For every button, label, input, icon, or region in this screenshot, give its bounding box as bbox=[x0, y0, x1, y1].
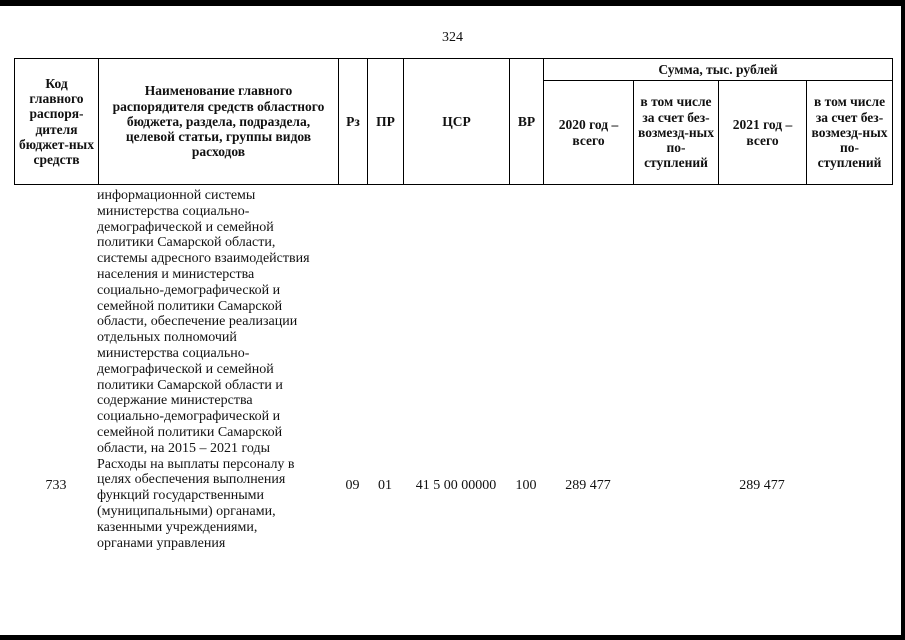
continuation-line: семейной политики Самарской bbox=[97, 424, 283, 440]
scan-border-top bbox=[0, 0, 905, 6]
scan-border-bottom bbox=[0, 635, 905, 640]
continuation-line: социально-демографической и bbox=[97, 282, 281, 298]
continuation-line: министерства социально- bbox=[97, 345, 250, 361]
row-name-line: (муниципальными) органами, bbox=[97, 503, 276, 519]
scan-border-right bbox=[901, 0, 905, 640]
row-name-line: органами управления bbox=[97, 535, 226, 551]
continuation-line: политики Самарской области и bbox=[97, 377, 283, 393]
row-name-line: целях обеспечения выполнения bbox=[97, 472, 286, 488]
continuation-line: министерства социально- bbox=[97, 203, 250, 219]
header-rz: Рз bbox=[339, 59, 368, 185]
continuation-line: информационной системы bbox=[97, 188, 256, 203]
header-pr: ПР bbox=[368, 59, 404, 185]
page-number: 324 bbox=[442, 30, 463, 45]
row-name-line: Расходы на выплаты персоналу в bbox=[97, 456, 295, 472]
header-vr: ВР bbox=[510, 59, 544, 185]
header-2021-total: 2021 год – всего bbox=[719, 81, 807, 185]
row-pr: 01 bbox=[378, 478, 392, 493]
continuation-line: населения и министерства bbox=[97, 266, 255, 282]
row-csr: 41 5 00 00000 bbox=[415, 478, 497, 493]
header-code: Код главного распоря-дителя бюджет-ных средств bbox=[15, 59, 99, 185]
header-name: Наименование главного распорядителя средств областного бюджета, раздела, подраздела, целевой статьи, группы видов расходов bbox=[99, 59, 339, 185]
budget-table-header bbox=[14, 58, 893, 185]
header-csr: ЦСР bbox=[404, 59, 510, 185]
continuation-line: политики Самарской области, bbox=[97, 235, 276, 251]
row-name-line: казенными учреждениями, bbox=[97, 519, 258, 535]
row-sum-2020: 289 477 bbox=[565, 478, 611, 493]
header-2021-free: в том числе за счет без-возмезд-ных по-ступлений bbox=[807, 81, 893, 185]
row-code: 733 bbox=[45, 478, 67, 493]
continuation-line: области, на 2015 – 2021 годы bbox=[97, 440, 271, 456]
continuation-line: системы адресного взаимодействия bbox=[97, 251, 310, 267]
header-2020-free: в том числе за счет без-возмезд-ных по-ступлений bbox=[634, 81, 719, 185]
name-column bbox=[97, 188, 337, 551]
row-vr: 100 bbox=[515, 478, 537, 493]
header-sum-title: Сумма, тыс. рублей bbox=[544, 59, 893, 81]
continuation-line: отдельных полномочий bbox=[97, 330, 237, 346]
header-2020-total: 2020 год – всего bbox=[544, 81, 634, 185]
row-sum-2021: 289 477 bbox=[739, 478, 785, 493]
continuation-line: области, обеспечение реализации bbox=[97, 314, 298, 330]
continuation-line: семейной политики Самарской bbox=[97, 298, 283, 314]
continuation-line: социально-демографической и bbox=[97, 409, 281, 425]
continuation-line: содержание министерства bbox=[97, 393, 253, 409]
row-name-line: функций государственными bbox=[97, 488, 265, 504]
continuation-line: демографической и семейной bbox=[97, 219, 274, 235]
continuation-line: демографической и семейной bbox=[97, 361, 274, 377]
row-rz: 09 bbox=[345, 478, 360, 493]
